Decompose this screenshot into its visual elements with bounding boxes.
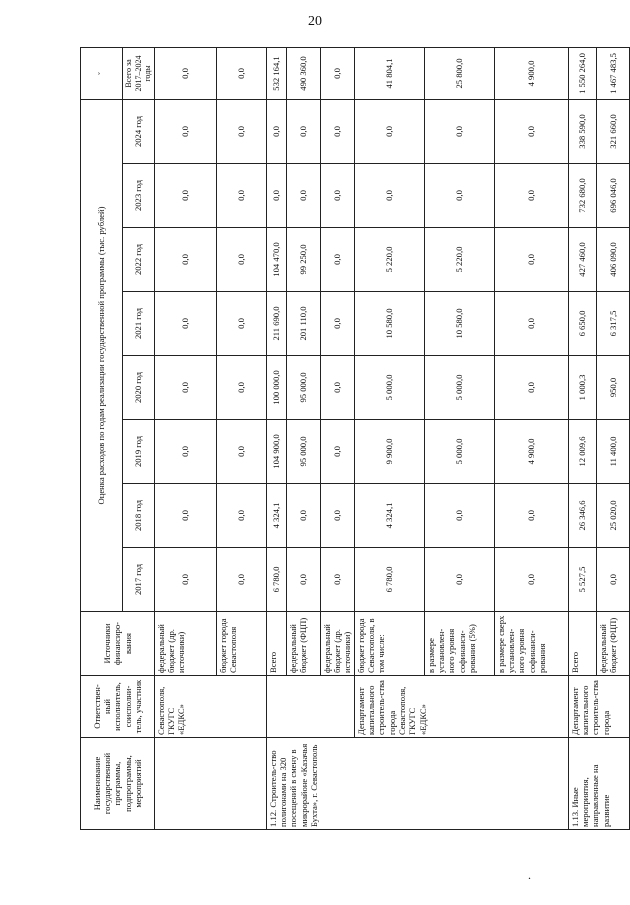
cell-value: 0,0 [154, 356, 216, 420]
cell-value: 10 580,0 [424, 292, 494, 356]
cell-value: 0,0 [354, 164, 424, 228]
cell-value: 11 400,0 [596, 420, 629, 484]
cell-name [154, 738, 266, 830]
cell-value: 0,0 [154, 484, 216, 548]
cell-value: 6 780,0 [266, 548, 286, 612]
cell-value: 0,0 [216, 484, 266, 548]
cell-value: 0,0 [216, 228, 266, 292]
cell-value: 0,0 [216, 164, 266, 228]
page-mark: . [528, 868, 531, 882]
cell-value: 0,0 [154, 164, 216, 228]
cell-value: 5 527,5 [568, 548, 596, 612]
cell-value: 338 590,0 [568, 100, 596, 164]
header-name: Наименование государственной программы, подпрограммы, мероприятий [81, 738, 155, 830]
cell-value: 0,0 [494, 292, 568, 356]
cell-value: 0,0 [320, 292, 354, 356]
cell-value: 0,0 [286, 484, 320, 548]
cell-value: 0,0 [320, 228, 354, 292]
cell-value: 0,0 [320, 420, 354, 484]
cell-value: 0,0 [494, 548, 568, 612]
cell-value: 0,0 [216, 100, 266, 164]
cell-value: 0,0 [424, 100, 494, 164]
header-executor: Ответствен-ный исполнитель, соисполни-тель, участник [81, 676, 155, 738]
cell-value: 5 000,0 [424, 356, 494, 420]
header-year: 2020 год [123, 356, 155, 420]
header-year: 2024 год [123, 100, 155, 164]
cell-source: Всего [568, 612, 596, 676]
table-row [266, 48, 286, 830]
table-row [568, 48, 596, 830]
header-total: Всего за 2017–2024 годы [123, 48, 155, 100]
cell-value: 0,0 [154, 228, 216, 292]
cell-source: федеральный бюджет (ФЦП) [596, 612, 629, 676]
cell-value: 6 650,0 [568, 292, 596, 356]
header-year: 2017 год [123, 548, 155, 612]
cell-value: 0,0 [154, 292, 216, 356]
header-year: 2022 год [123, 228, 155, 292]
cell-value: 1 550 264,0 [568, 48, 596, 100]
cell-value: 0,0 [424, 164, 494, 228]
cell-value: 26 346,6 [568, 484, 596, 548]
cell-value: 41 804,1 [354, 48, 424, 100]
cell-value: 696 046,0 [596, 164, 629, 228]
cell-value: 0,0 [596, 548, 629, 612]
table-body [154, 48, 629, 830]
cell-value: 5 220,0 [424, 228, 494, 292]
cell-value: 532 164,1 [266, 48, 286, 100]
cell-value: 0,0 [216, 420, 266, 484]
cell-value: 0,0 [216, 548, 266, 612]
cell-value: 25 800,0 [424, 48, 494, 100]
cell-value: 10 580,0 [354, 292, 424, 356]
cell-executor: Департамент капитального строитель-ства города Севастополя, ГКУГС «ЕДКС» [354, 676, 568, 738]
cell-value: 0,0 [494, 164, 568, 228]
cell-value: 0,0 [286, 548, 320, 612]
cell-value: 0,0 [424, 548, 494, 612]
cell-value: 4 900,0 [494, 48, 568, 100]
cell-value: 95 000,0 [286, 420, 320, 484]
cell-value: 0,0 [494, 356, 568, 420]
cell-value: 732 680,0 [568, 164, 596, 228]
cell-value: 0,0 [320, 548, 354, 612]
financing-table [80, 47, 630, 830]
cell-name: 1.13. Иные мероприятия, направленные на развитие [568, 738, 629, 830]
cell-value: 1 467 483,5 [596, 48, 629, 100]
cell-value: 9 900,0 [354, 420, 424, 484]
header-estimate: Оценка расходов по годам реализации государственной программы (тыс. рублей) [81, 100, 123, 612]
cell-value: 0,0 [494, 484, 568, 548]
cell-value: 12 009,6 [568, 420, 596, 484]
cell-value: 5 220,0 [354, 228, 424, 292]
cell-value: 6 317,5 [596, 292, 629, 356]
cell-value: 100 000,0 [266, 356, 286, 420]
cell-value: 0,0 [154, 48, 216, 100]
cell-value: 1 000,3 [568, 356, 596, 420]
cell-source: бюджет города Севастополя, в том числе: [354, 612, 424, 676]
cell-value: 950,0 [596, 356, 629, 420]
cell-value: 0,0 [320, 356, 354, 420]
header-total-mark: ˇ [81, 48, 123, 100]
cell-value: 0,0 [354, 100, 424, 164]
cell-value: 0,0 [154, 420, 216, 484]
cell-name: 1.12. Строитель-ство полигонами на 320 посещений в смену в микрорайоне «Казачья Бухта», г. Севастополь [266, 738, 568, 830]
cell-value: 99 250,0 [286, 228, 320, 292]
cell-value: 0,0 [266, 100, 286, 164]
cell-value: 0,0 [424, 484, 494, 548]
cell-source: федеральный бюджет (др. источники) [320, 612, 354, 676]
rotated-table-viewport [80, 50, 619, 830]
page-number: 20 [308, 14, 322, 29]
cell-value: 104 900,0 [266, 420, 286, 484]
cell-value: 0,0 [320, 48, 354, 100]
cell-value: 0,0 [154, 100, 216, 164]
cell-value: 0,0 [286, 100, 320, 164]
table-row [154, 48, 216, 830]
cell-source: в размере установлен-ного уровня софинанси-рования (5%) [424, 612, 494, 676]
header-year: 2018 год [123, 484, 155, 548]
header-year: 2021 год [123, 292, 155, 356]
rotated-table-wrapper [80, 50, 619, 830]
cell-value: 201 110,0 [286, 292, 320, 356]
cell-value: 4 324,1 [266, 484, 286, 548]
cell-value: 4 324,1 [354, 484, 424, 548]
table-row [354, 48, 424, 830]
cell-value: 6 780,0 [354, 548, 424, 612]
cell-value: 490 360,0 [286, 48, 320, 100]
cell-executor: Севастополя, ГКУГС «ЕДКС» [154, 676, 266, 738]
cell-value: 321 660,0 [596, 100, 629, 164]
cell-value: 0,0 [320, 100, 354, 164]
cell-value: 0,0 [320, 484, 354, 548]
cell-value: 406 090,0 [596, 228, 629, 292]
cell-executor: Департамент капитального строитель-ства города [568, 676, 629, 738]
cell-value: 0,0 [286, 164, 320, 228]
cell-value: 0,0 [494, 228, 568, 292]
header-year: 2023 год [123, 164, 155, 228]
cell-value: 5 000,0 [424, 420, 494, 484]
cell-source: федеральный бюджет (ФЦП) [286, 612, 320, 676]
cell-value: 427 460,0 [568, 228, 596, 292]
cell-value: 0,0 [216, 356, 266, 420]
header-year: 2019 год [123, 420, 155, 484]
cell-value: 5 000,0 [354, 356, 424, 420]
cell-source: в размере сверх установлен-ного уровня софинанси-рования [494, 612, 568, 676]
cell-value: 0,0 [494, 100, 568, 164]
cell-value: 0,0 [216, 292, 266, 356]
cell-value: 4 900,0 [494, 420, 568, 484]
cell-value: 104 470,0 [266, 228, 286, 292]
cell-value: 0,0 [266, 164, 286, 228]
cell-value: 0,0 [154, 548, 216, 612]
cell-value: 25 020,0 [596, 484, 629, 548]
cell-source: Всего [266, 612, 286, 676]
cell-value: 211 690,0 [266, 292, 286, 356]
cell-source: бюджет города Севастополя [216, 612, 266, 676]
cell-executor [266, 676, 354, 738]
cell-value: 95 000,0 [286, 356, 320, 420]
cell-value: 0,0 [216, 48, 266, 100]
cell-source: федеральный бюджет (др. источники) [154, 612, 216, 676]
cell-value: 0,0 [320, 164, 354, 228]
header-source: Источники финансиро-вания [81, 612, 155, 676]
